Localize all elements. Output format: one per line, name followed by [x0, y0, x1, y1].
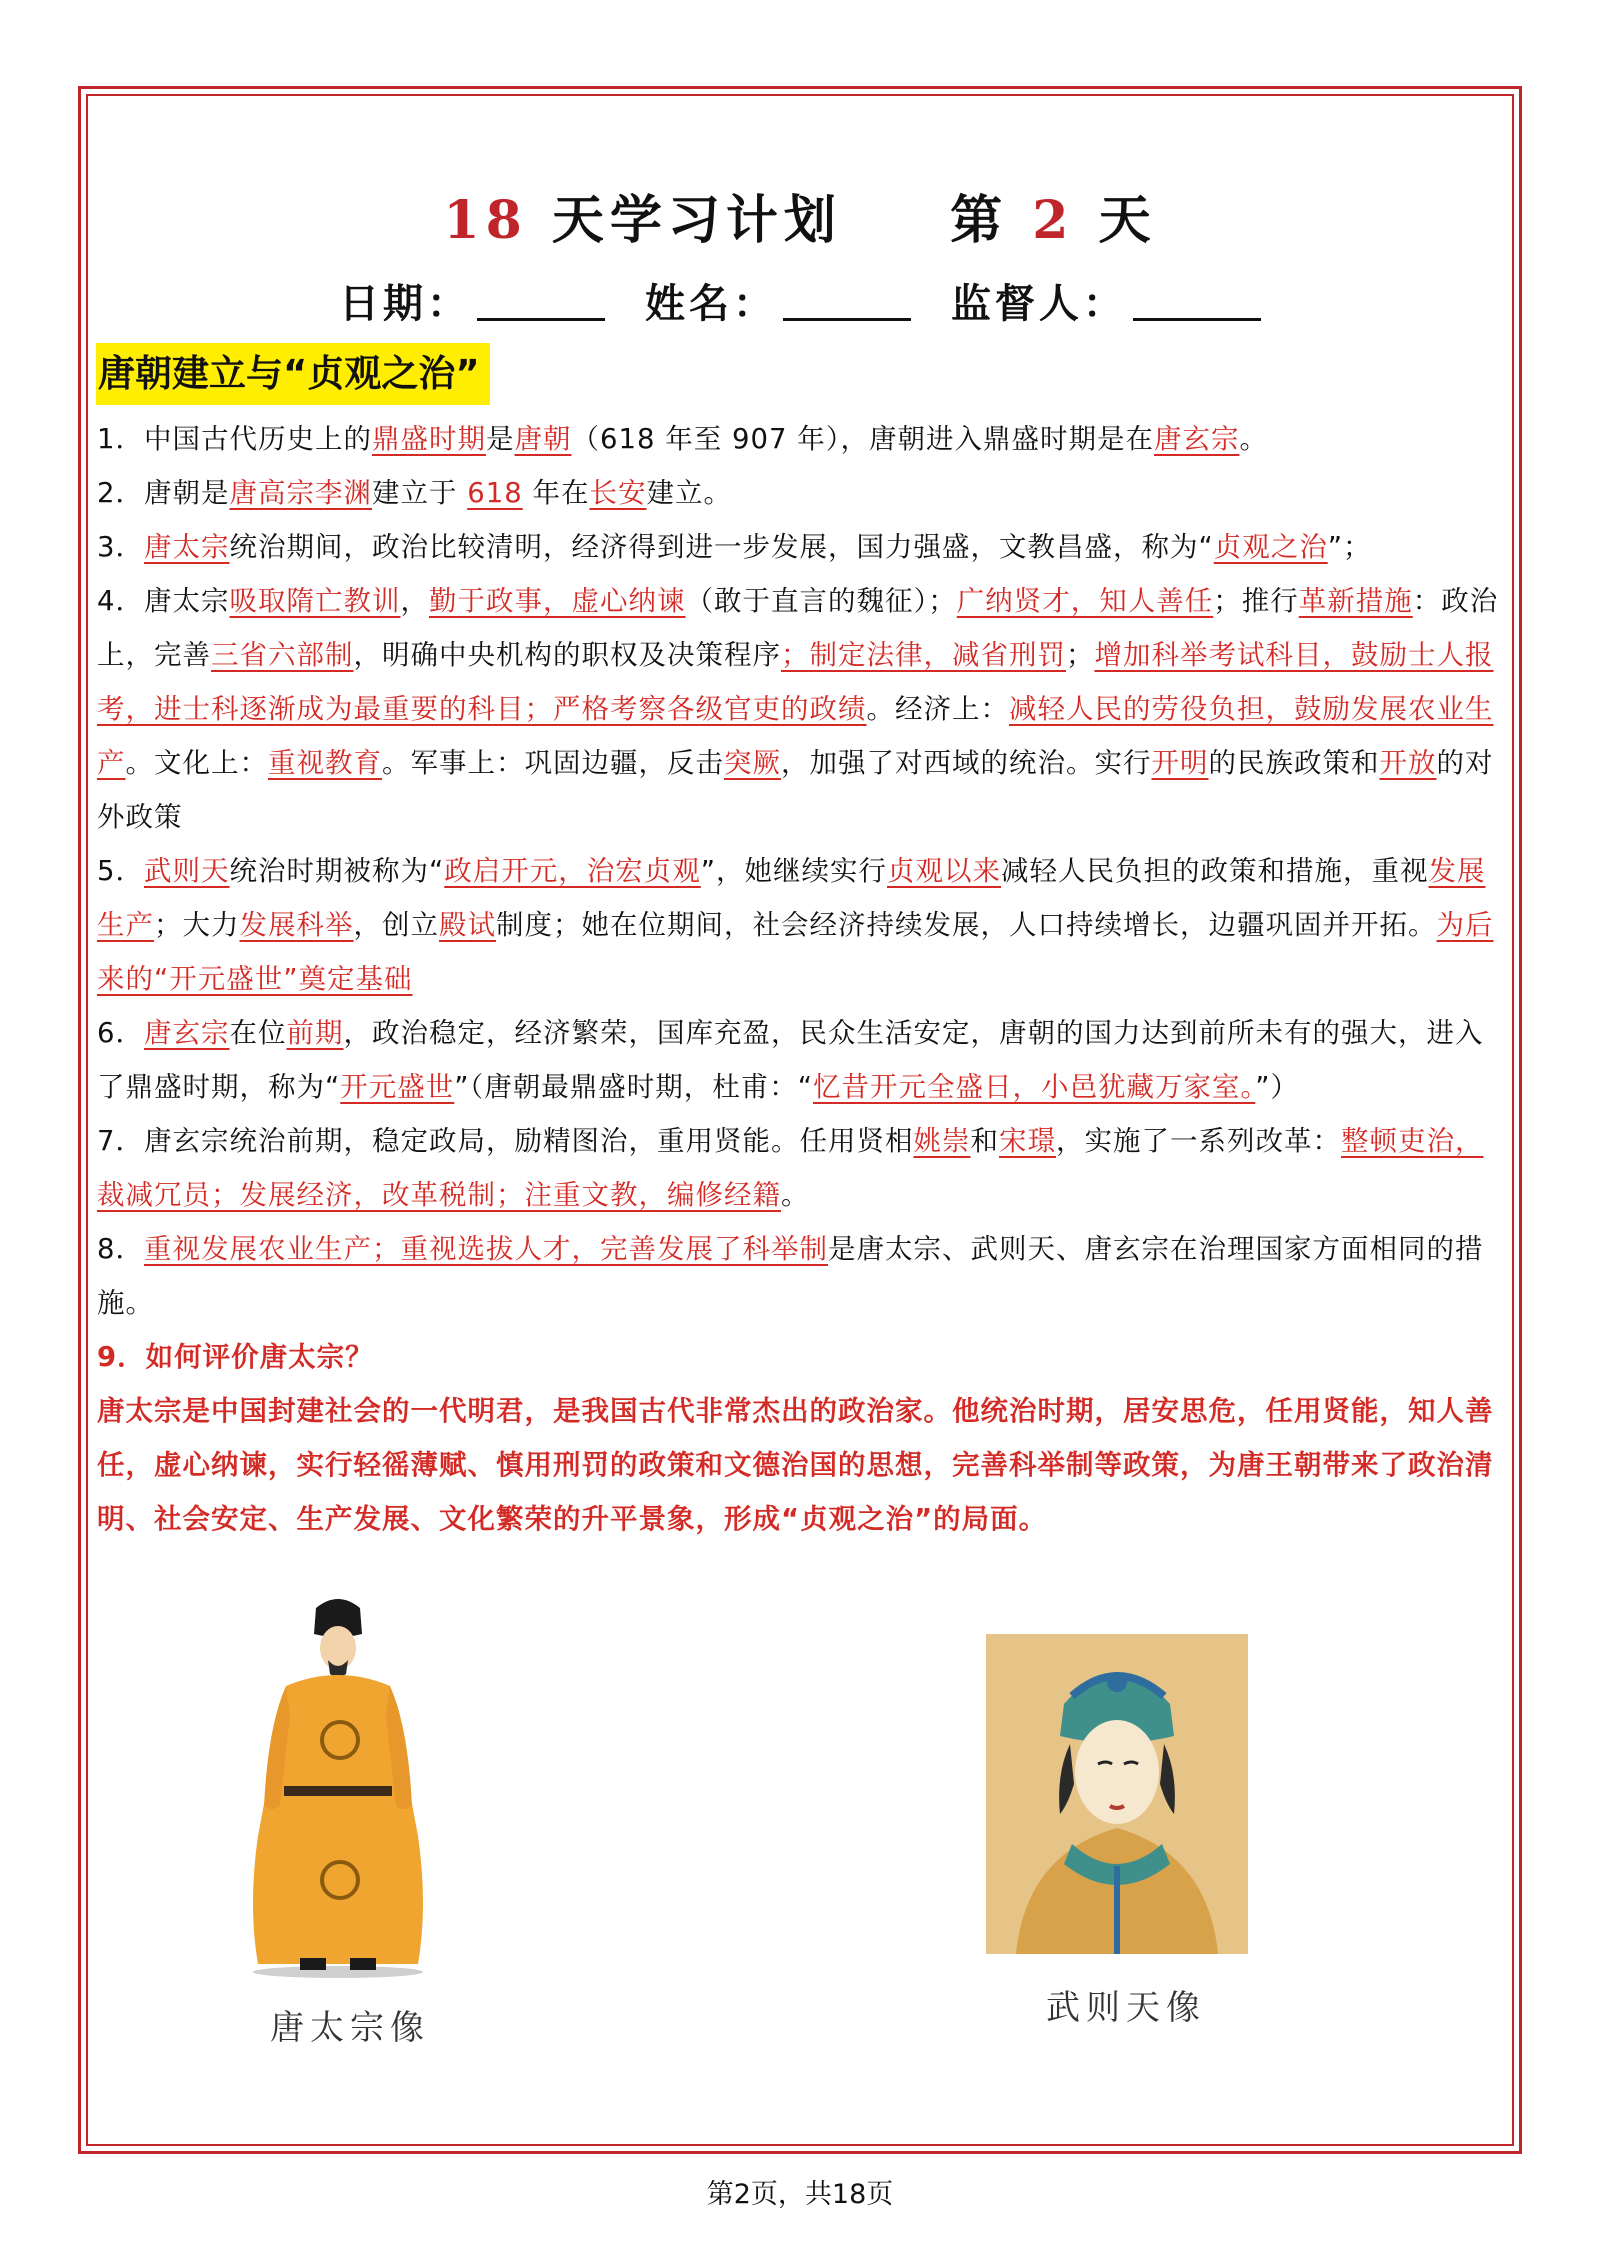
- right-figure-caption: 武则天像: [1046, 1988, 1206, 2028]
- list-item: 7．唐玄宗统治前期，稳定政局，励精图治，重用贤能。任用贤相姚崇和宋璟，实施了一系列改革：整顿吏治，裁减冗员；发展经济，改革税制；注重文教，编修经籍。: [97, 1125, 1484, 1211]
- name-label: 姓名：: [645, 280, 777, 327]
- list-item: 1．中国古代历史上的鼎盛时期是唐朝（618 年至 907 年），唐朝进入鼎盛时期是在唐玄宗。: [97, 423, 1268, 455]
- supervisor-field[interactable]: [1133, 282, 1261, 321]
- list-item: 3．唐太宗统治期间，政治比较清明，经济得到进一步发展，国力强盛，文教昌盛，称为“贞观之治”；: [97, 531, 1372, 563]
- supervisor-label: 监督人：: [950, 280, 1127, 327]
- date-label: 日期：: [339, 280, 472, 327]
- list-item: 5．武则天统治时期被称为“政启开元，治宏贞观”，她继续实行贞观以来减轻人民负担的政策和措施，重视发展生产；大力发展科举，创立殿试制度；她在位期间，社会经济持续发展，人口持续增长，边疆巩固并开拓。为后来的“开元盛世”奠定基础: [97, 855, 1494, 995]
- info-line: [0, 272, 1600, 329]
- taizong-portrait: [228, 1590, 448, 1980]
- question-title: 9．如何评价唐太宗？: [97, 1341, 374, 1373]
- list-item: 4．唐太宗吸取隋亡教训，勤于政事，虚心纳谏（敢于直言的魏征）；广纳贤才，知人善任；推行革新措施：政治上，完善三省六部制，明确中央机构的职权及决策程序；制定法律，减省刑罚；增加科举考试科目，鼓励士人报考，进士科逐渐成为最重要的科目；严格考察各级官吏的政绩。经济上：减轻人民的劳役负担，鼓励发展农业生产。文化上：重视教育。军事上：巩固边疆，反击突厥，加强了对西域的统治。实行开明的民族政策和开放的对外政策: [97, 585, 1499, 833]
- date-field[interactable]: [477, 282, 605, 321]
- title-day-unit: 天: [1098, 190, 1157, 251]
- title-plan-days: 18: [443, 190, 528, 251]
- list-item: 6．唐玄宗在位前期，政治稳定，经济繁荣，国库充盈，民众生活安定，唐朝的国力达到前所未有的强大，进入了鼎盛时期，称为“开元盛世”（唐朝最鼎盛时期，杜甫：“忆昔开元全盛日，小邑犹藏万家室。”）: [97, 1017, 1484, 1103]
- page-number: 第2页，共18页: [706, 2179, 894, 2210]
- list-item: 2．唐朝是唐高宗李渊建立于 618 年在长安建立。: [97, 477, 732, 509]
- title-plan-label: 天学习计划: [551, 190, 842, 251]
- list-item: 8．重视发展农业生产；重视选拔人才，完善发展了科举制是唐太宗、武则天、唐玄宗在治理国家方面相同的措施。: [97, 1233, 1484, 1319]
- page-title: [0, 178, 1600, 253]
- left-figure-caption: 唐太宗像: [270, 2008, 430, 2048]
- section-heading: 唐朝建立与“贞观之治”: [96, 343, 490, 405]
- content-body: [97, 412, 1509, 1546]
- name-field[interactable]: [783, 282, 911, 321]
- wu-zetian-portrait: [986, 1634, 1248, 1954]
- question-answer: 唐太宗是中国封建社会的一代明君，是我国古代非常杰出的政治家。他统治时期，居安思危，任用贤能，知人善任，虚心纳谏，实行轻徭薄赋、慎用刑罚的政策和文德治国的思想，完善科举制等政策，为唐王朝带来了政治清明、社会安定、生产发展、文化繁荣的升平景象，形成“贞观之治”的局面。: [97, 1395, 1494, 1535]
- title-day-number: 2: [1032, 190, 1075, 251]
- title-day-label: 第: [950, 190, 1009, 251]
